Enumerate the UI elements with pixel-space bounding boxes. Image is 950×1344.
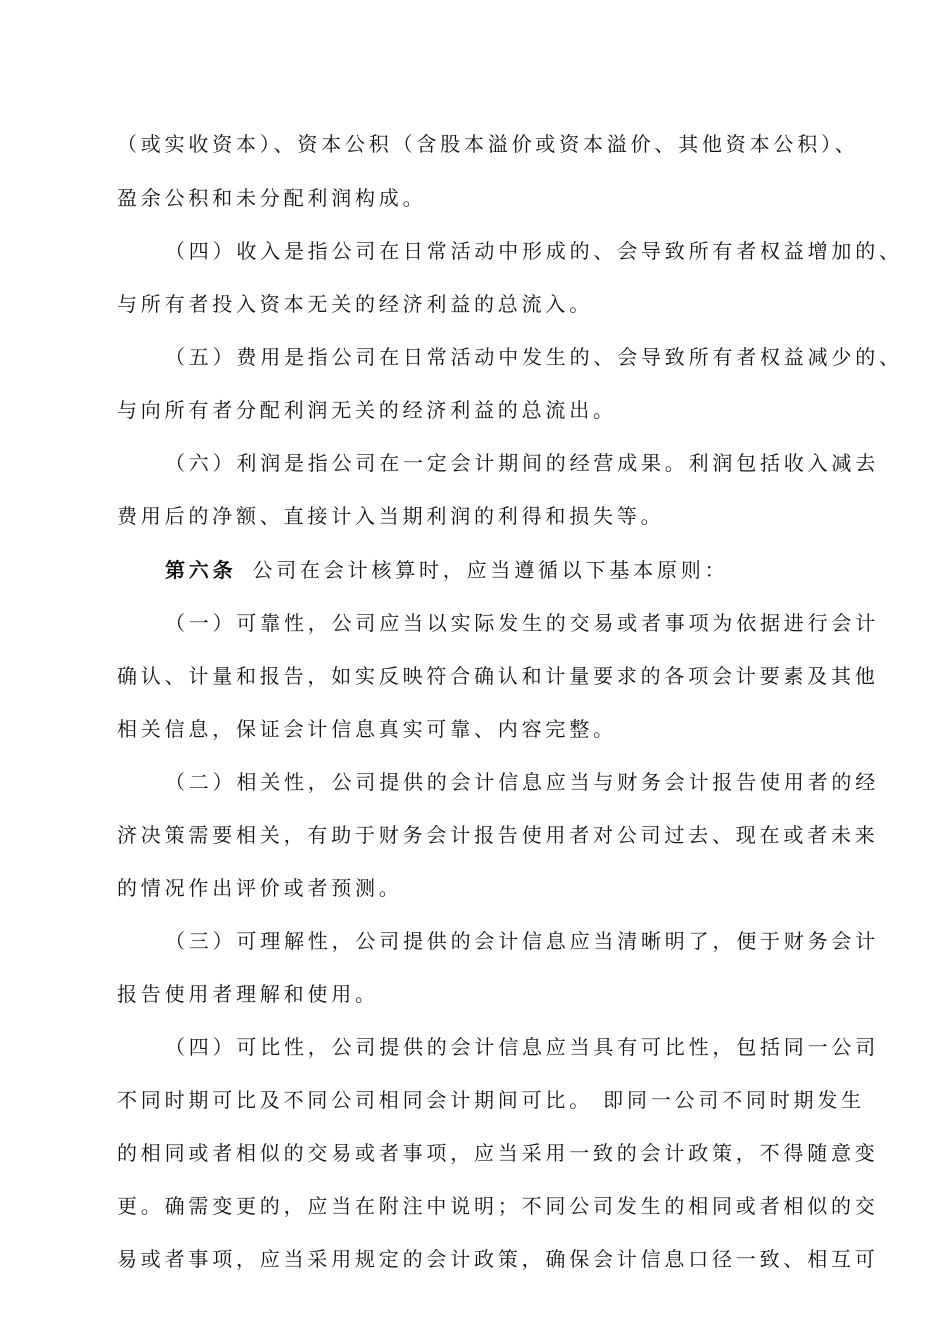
- text-line: 易或者事项，应当采用规定的会计政策，确保会计信息口径一致、相互可: [117, 1247, 879, 1271]
- text-line: 不同时期可比及不同公司相同会计期间可比。 即同一公司不同时期发生: [117, 1088, 865, 1112]
- text-line: 相关信息，保证会计信息真实可靠、内容完整。: [117, 717, 617, 741]
- article-text: 公司在会计核算时，应当遵循以下基本原则：: [252, 558, 729, 582]
- text-line: （二）相关性，公司提供的会计信息应当与财务会计报告使用者的经: [165, 770, 879, 794]
- text-line: （四）可比性，公司提供的会计信息应当具有可比性，包括同一公司: [165, 1035, 879, 1059]
- text-line: 与向所有者分配利润无关的经济利益的总流出。: [117, 398, 617, 422]
- text-line: （六）利润是指公司在一定会计期间的经营成果。利润包括收入减去: [165, 451, 879, 475]
- text-line: （四）收入是指公司在日常活动中形成的、会导致所有者权益增加的、: [165, 239, 903, 263]
- text-line: 盈余公积和未分配利润构成。: [117, 186, 427, 210]
- text-line: 确认、计量和报告，如实反映符合确认和计量要求的各项会计要素及其他: [117, 664, 879, 688]
- text-line: 的情况作出评价或者预测。: [117, 876, 403, 900]
- text-line: （或实收资本）、资本公积（含股本溢价或资本溢价、其他资本公积）、: [117, 132, 859, 156]
- text-line: 济决策需要相关，有助于财务会计报告使用者对公司过去、现在或者未来: [117, 823, 879, 847]
- article-heading-line: [165, 550, 950, 590]
- text-line: （一）可靠性，公司应当以实际发生的交易或者事项为依据进行会计: [165, 611, 879, 635]
- text-line: （五）费用是指公司在日常活动中发生的、会导致所有者权益减少的、: [165, 345, 903, 369]
- text-line: 的相同或者相似的交易或者事项，应当采用一致的会计政策，不得随意变: [117, 1141, 879, 1165]
- article-number: 第六条: [165, 558, 237, 582]
- text-line: 报告使用者理解和使用。: [117, 982, 379, 1006]
- text-line: （三）可理解性，公司提供的会计信息应当清晰明了，便于财务会计: [165, 929, 879, 953]
- text-line: 费用后的净额、直接计入当期利润的利得和损失等。: [117, 504, 665, 528]
- text-line: 更。确需变更的，应当在附注中说明；不同公司发生的相同或者相似的交: [117, 1194, 879, 1218]
- text-line: 与所有者投入资本无关的经济利益的总流入。: [117, 292, 593, 316]
